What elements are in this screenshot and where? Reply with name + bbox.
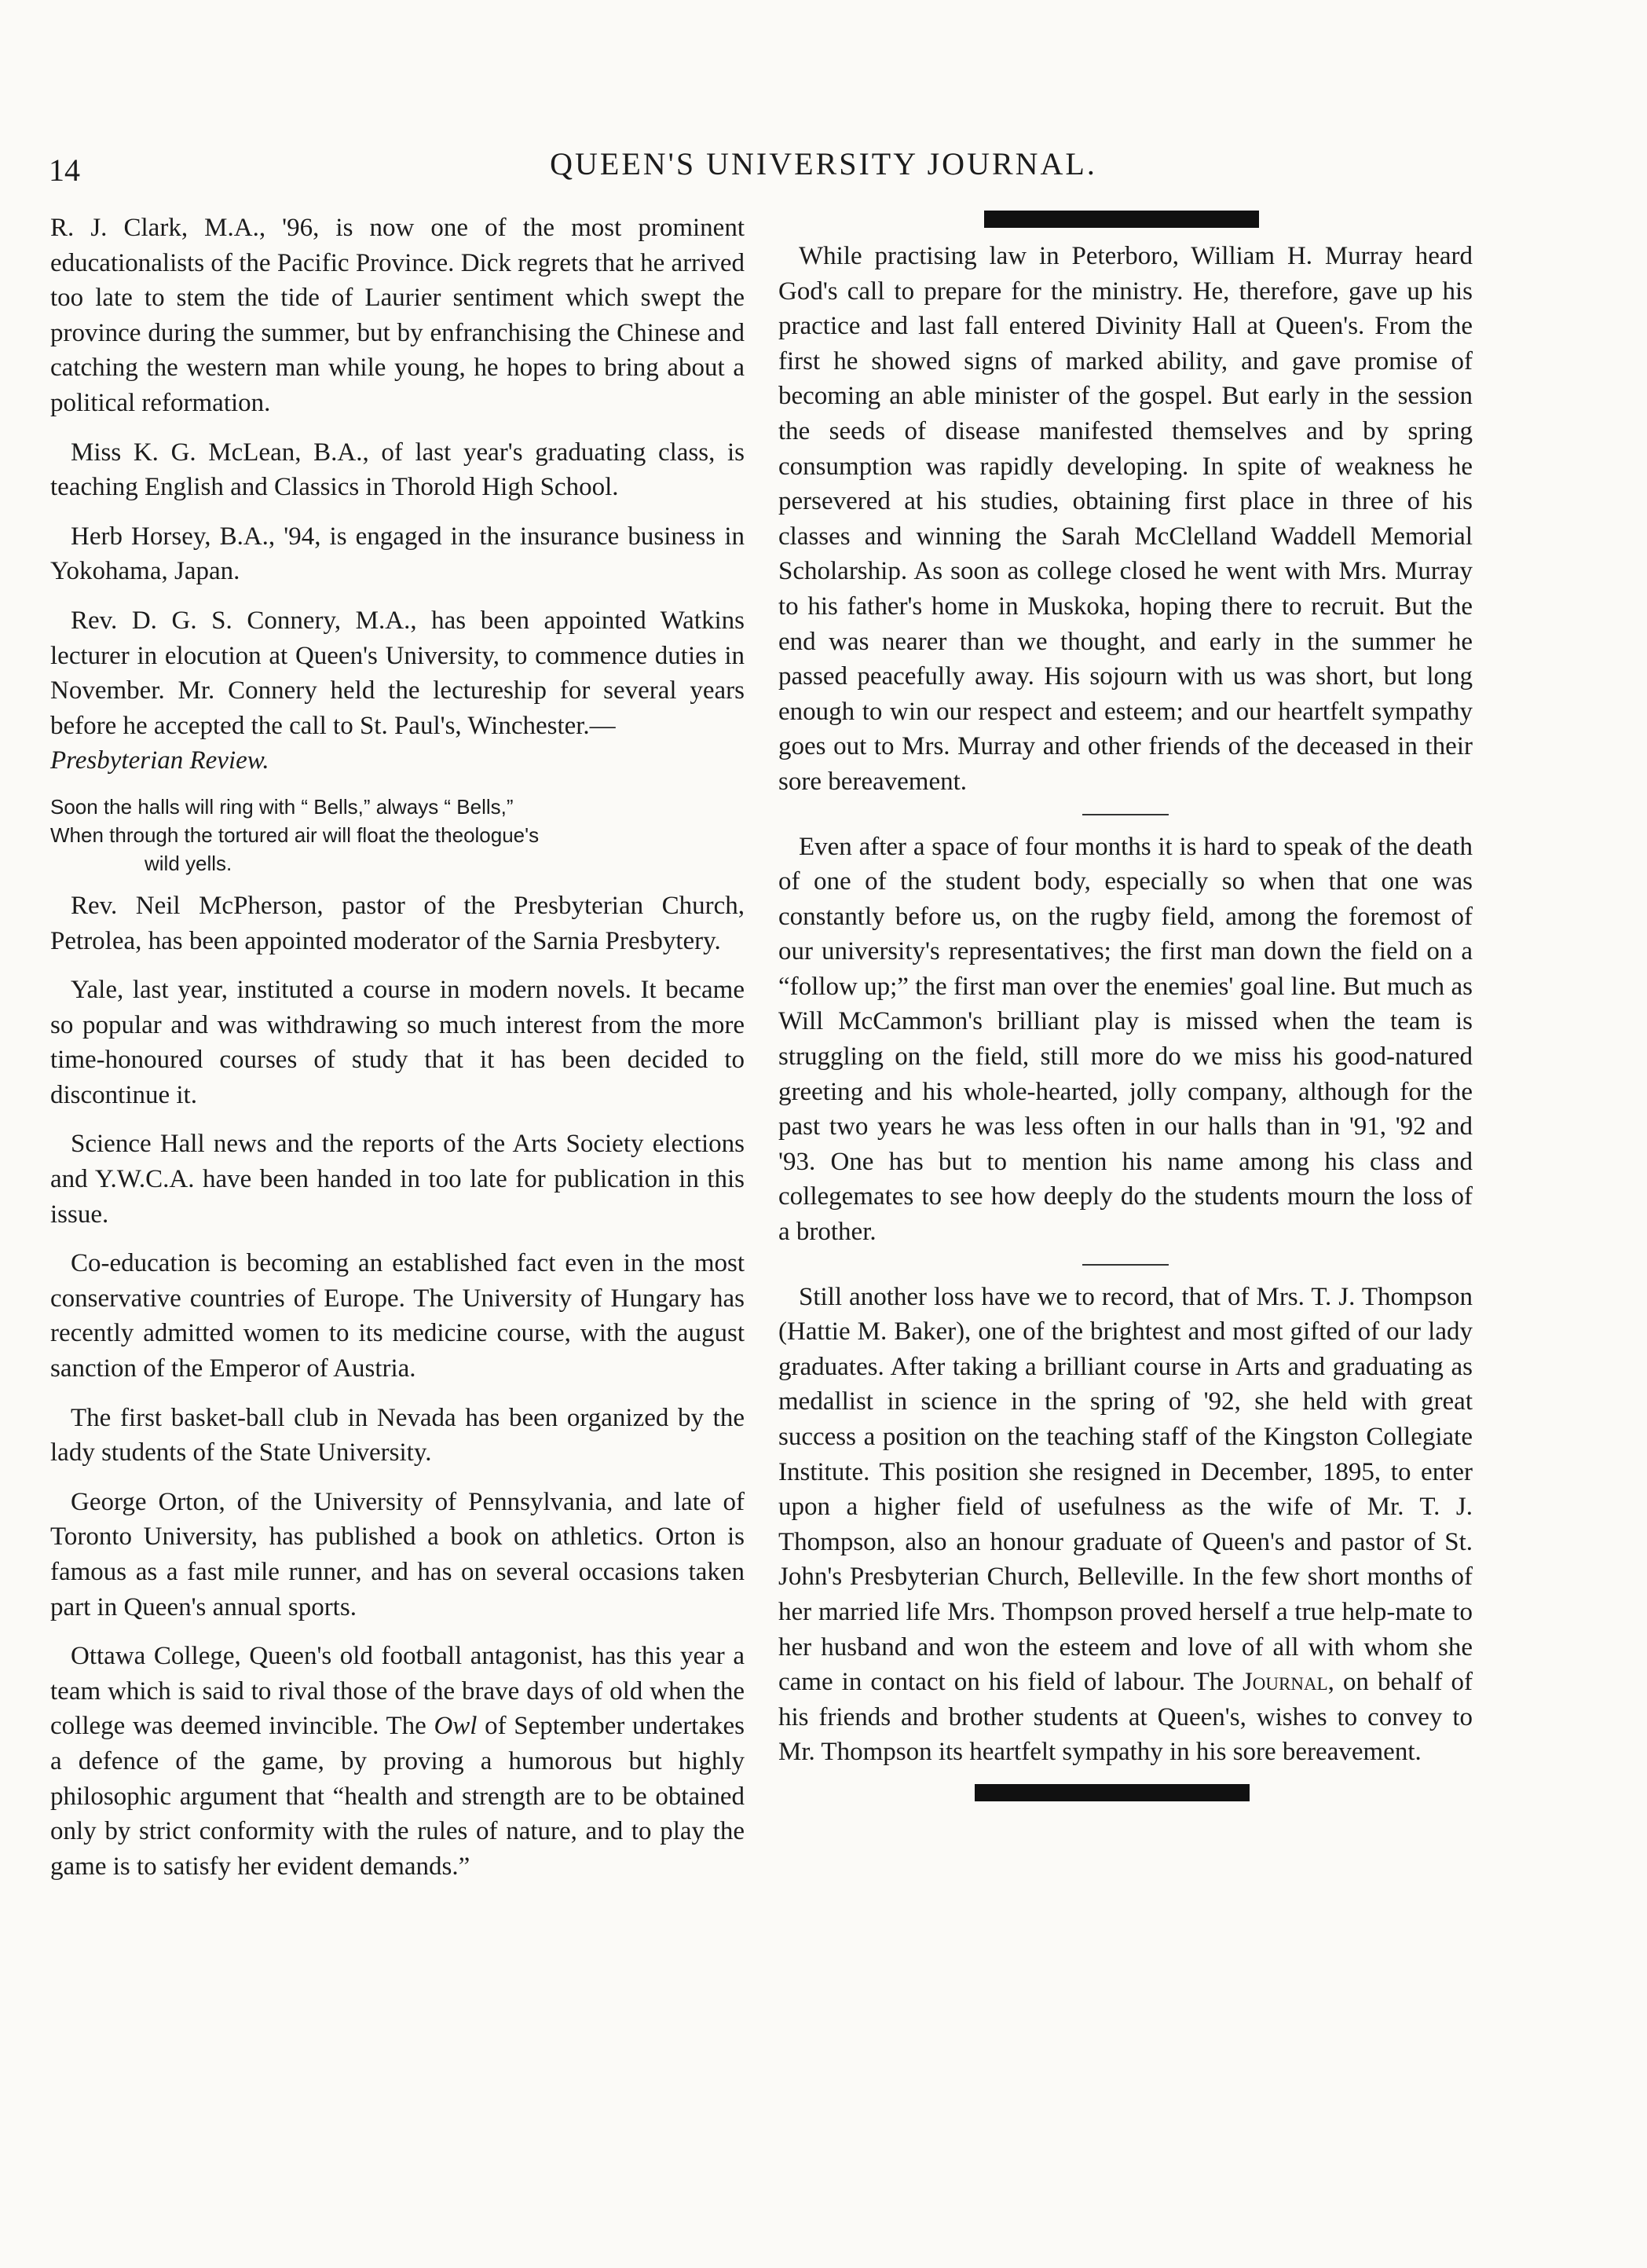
item-mcpherson: Rev. Neil McPherson, pastor of the Presbyterian Church, Petrolea, has been appointed moderator of the Sarnia Presbytery. xyxy=(50,891,745,955)
thompson-text: Still another loss have we to record, that of Mrs. T. J. Thompson (Hattie M. Baker), one of the brightest and most gifted of our lady graduates. After taking a brilliant course in Arts and graduating as medallist in science in the spring of '92, she held with great success a position on the teaching staff of the Kingston Collegiate Institute. This position she resigned in December, 1895, to enter upon a higher field of usefulness as the wife of Mr. T. J. Thompson, also an honour graduate of Queen's and pastor of St. John's Presbyterian Church, Belleville. In the few short months of her married life Mrs. Thompson proved herself a true help-mate to her husband and won the esteem and love of all with whom she came in contact on his field of labour. The xyxy=(778,1282,1473,1697)
verse-line: wild yells. xyxy=(145,851,232,875)
verse xyxy=(50,793,745,878)
item-connery xyxy=(50,603,745,779)
item-science-hall: Science Hall news and the reports of the Arts Society elections and Y.W.C.A. have been handed in too late for publication in this issue. xyxy=(50,1130,745,1229)
verse-line: Soon the halls will ring with “ Bells,” always “ Bells,” xyxy=(50,794,514,819)
journal-name: Journal xyxy=(1242,1668,1328,1697)
obituary-murray: While practising law in Peterboro, William H. Murray heard God's call to prepare for the ministry. He, therefore, gave up his practice and last fall entered Divinity Hall at Queen's. From the first he showed signs of marked ability, and gave promise of becoming an able minister of the gospel. But early in the session the seeds of disease manifested themselves and by spring consumption was rapidly developing. In spite of weakness he persevered at his studies, obtaining first place in three of his classes and winning the Sarah McClelland Waddell Memorial Scholarship. As soon as college closed he went with Mrs. Murray to his father's home in Muskoka, hoping there to recruit. But the end was nearer than we thought, and early in the summer he passed peacefully away. His sojourn with us was short, but long enough to win our respect and esteem; and our heartfelt sympathy goes out to Mrs. Murray and other friends of the deceased in their sore bereavement. xyxy=(778,242,1473,796)
right-column xyxy=(778,211,1473,1801)
thompson-text-cont: , on behalf of his friends and brother students at Queen's, wishes to convey to Mr. Thompson its heartfelt sympathy in his sore bereavement. xyxy=(778,1668,1473,1767)
item-mclean: Miss K. G. McLean, B.A., of last year's graduating class, is teaching English and Classics in Thorold High School. xyxy=(50,438,745,502)
ottawa-text: Ottawa College, Queen's old football antagonist, has this year a team which is said to rival those of the brave days of old when the college was deemed invincible. The xyxy=(50,1642,745,1741)
ottawa-text-cont: of September undertakes a defence of the game, by proving a humorous but highly philosophic argument that “health and strength are to be obtained only by strict conformity with the rules of nature, and to play the game is to satisfy her evident demands.” xyxy=(50,1712,745,1881)
item-coeducation: Co-education is becoming an established fact even in the most conservative countries of Europe. The University of Hungary has recently admitted women to its medicine course, with the august sanction of the Emperor of Austria. xyxy=(50,1249,745,1383)
item-orton: George Orton, of the University of Pennsylvania, and late of Toronto University, has published a book on athletics. Orton is famous as a fast mile runner, and has on several occasions taken part in Queen's annual sports. xyxy=(50,1487,745,1621)
connery-text: Rev. D. G. S. Connery, M.A., has been appointed Watkins lecturer in elocution at Queen's University, to commence duties in November. Mr. Connery held the lectureship for several years before he accepted the call to St. Paul's, Winchester.— xyxy=(50,606,745,740)
verse-line: When through the tortured air will float the theologue's xyxy=(50,823,540,847)
obituary-thompson xyxy=(778,1280,1473,1770)
obituary-mccammon: Even after a space of four months it is hard to speak of the death of one of the student body, especially so when that one was constantly before us, on the rugby field, among the foremost of our university's representatives; the first man down the field on a “follow up;” the first man over the enemies' goal line. But much as Will McCammon's brilliant play is missed when the team is struggling on the field, still more do we miss his good-natured greeting and his whole-hearted, jolly company, although for the past two years he was less often in our halls than in '91, '92 and '93. One has but to mention his name among his class and collegemates to see how deeply do the students mourn the loss of a brother. xyxy=(778,832,1473,1247)
item-yale: Yale, last year, instituted a course in modern novels. It became so popular and was withdrawing so much interest from the more time-honoured courses of study that it has been decided to discontinue it. xyxy=(50,976,745,1109)
page-header xyxy=(0,145,1647,192)
connery-source: Presbyterian Review. xyxy=(50,746,269,775)
mourning-rule-top xyxy=(984,211,1259,228)
item-nevada: The first basket-ball club in Nevada has been organized by the lady students of the State University. xyxy=(50,1403,745,1467)
item-horsey: Herb Horsey, B.A., '94, is engaged in the insurance business in Yokohama, Japan. xyxy=(50,522,745,586)
item-ottawa xyxy=(50,1639,745,1884)
page-number: 14 xyxy=(49,152,80,188)
owl-title: Owl xyxy=(434,1712,478,1741)
item-clark: R. J. Clark, M.A., '96, is now one of the most prominent educationalists of the Pacific Province. Dick regrets that he arrived too late to stem the tide of Laurier sentiment which swept the province during the summer, but by enfranchising the Chinese and catching the western man while young, he hopes to bring about a political reformation. xyxy=(50,214,745,417)
journal-title: QUEEN'S UNIVERSITY JOURNAL. xyxy=(550,146,1097,181)
section-divider xyxy=(1082,814,1169,815)
mourning-rule-bottom xyxy=(975,1784,1250,1801)
left-column xyxy=(50,211,745,1898)
section-divider xyxy=(1082,1264,1169,1266)
